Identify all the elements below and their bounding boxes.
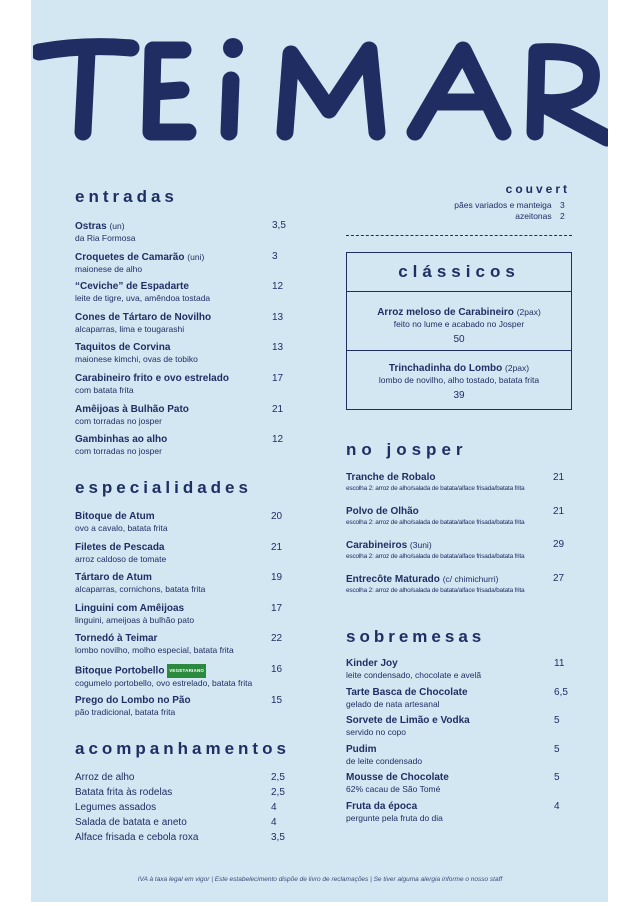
item-name-line	[75, 695, 290, 707]
menu-item	[75, 542, 290, 573]
item-name: Entrecôte Maturado	[346, 573, 440, 585]
item-name-line	[346, 472, 586, 484]
menu-item	[346, 539, 586, 573]
item-name-line	[346, 687, 571, 699]
item-desc: ovo a cavalo, batata frita	[75, 523, 168, 533]
item-price: 21	[553, 472, 565, 483]
couvert-list	[420, 200, 570, 222]
item-desc: leite de tigre, uva, amêndoa tostada	[75, 293, 211, 304]
item-desc: maionese kimchi, ovas de tobiko	[75, 354, 198, 365]
item-unit: (3uni)	[409, 540, 432, 550]
item-name: Amêijoas à Bulhão Pato	[75, 403, 189, 415]
item-name-line	[75, 404, 290, 416]
item-name-line	[75, 373, 290, 385]
menu-item	[346, 573, 586, 607]
side-price: 4	[271, 802, 277, 813]
side-price: 2,5	[271, 787, 285, 798]
side-item	[75, 800, 290, 815]
josper-list	[346, 472, 586, 606]
side-price: 2,5	[271, 772, 285, 783]
item-desc: 62% cacau de São Tomé	[346, 784, 441, 795]
sobremesas-section	[346, 627, 571, 830]
classicos-item	[347, 351, 571, 401]
item-name: Carabineiro frito e ovo estrelado	[75, 372, 229, 384]
item-price: 21	[553, 505, 565, 517]
item-unit: (2pax)	[505, 363, 530, 373]
menu-item	[346, 801, 571, 830]
side-name: Legumes assados	[75, 802, 157, 813]
item-price: 27	[553, 572, 565, 584]
sobremesas-title: sobremesas	[346, 627, 486, 646]
item-name-line	[75, 342, 290, 354]
side-name: Salada de batata e aneto	[75, 817, 187, 828]
menu-item	[75, 312, 290, 343]
item-desc: com batata frita	[75, 384, 134, 395]
item-price: 16	[271, 663, 283, 675]
item-name-line	[346, 539, 586, 552]
item-name-line	[75, 572, 290, 584]
item-desc: linguini, ameijoas à bulhão pato	[75, 614, 195, 625]
menu-item	[75, 695, 290, 726]
item-name-line	[346, 573, 586, 586]
footer-note: IVA à taxa legal em vigor | Este estabelecimento dispõe de livro de reclamações | Se tiver alguma alergia informe o nosso staff	[137, 876, 503, 883]
item-name: Bitoque de Atum	[75, 511, 155, 522]
item-name: Filetes de Pescada	[75, 541, 165, 553]
couvert-price: 3	[560, 200, 565, 210]
item-price: 20	[271, 511, 283, 522]
item-desc: com torradas no josper	[75, 446, 162, 457]
item-name: “Ceviche” de Espadarte	[75, 281, 189, 293]
couvert-price: 2	[560, 211, 565, 221]
classicos-item	[347, 292, 571, 351]
classicos-title: clássicos	[398, 262, 520, 281]
item-price: 29	[553, 539, 565, 550]
menu-item	[346, 658, 571, 687]
item-desc: escolha 2: arroz de alho/salada de batata/alface frisada/batata frita	[346, 586, 525, 594]
item-name: Carabineiros	[346, 540, 408, 551]
teimar-logo	[33, 14, 608, 149]
item-price: 21	[272, 403, 284, 415]
item-desc: cogumelo portobello, ovo estrelado, batata frita	[75, 677, 253, 688]
item-name: Taquitos de Corvina	[75, 342, 171, 354]
item-desc: da Ria Formosa	[75, 233, 136, 243]
classicos-header	[347, 253, 571, 292]
item-price: 5	[554, 743, 560, 755]
item-price: 15	[271, 694, 283, 706]
item-name-line	[75, 434, 290, 446]
item-price: 17	[272, 372, 284, 384]
item-name: Mousse de Chocolate	[346, 772, 449, 784]
item-name: Tornedó à Teimar	[75, 633, 158, 645]
item-name-line	[346, 772, 571, 784]
item-name-line	[346, 715, 571, 727]
menu-item	[75, 603, 290, 634]
item-desc: arroz caldoso de tomate	[75, 553, 167, 564]
item-desc: servido no copo	[346, 727, 407, 738]
item-desc: escolha 2: arroz de alho/salada de batata/alface frisada/batata frita	[346, 553, 525, 560]
classicos-box	[346, 252, 572, 410]
entradas-list	[75, 220, 290, 465]
especialidades-title: especialidades	[75, 478, 252, 497]
item-desc: alcaparras, lima e tougarashi	[75, 323, 185, 334]
item-name: Sorvete de Limão e Vodka	[346, 715, 470, 727]
sobremesas-list	[346, 658, 571, 830]
item-name: Cones de Tártaro de Novilho	[75, 311, 212, 323]
item-name-line	[75, 603, 290, 615]
acompanhamentos-list	[75, 770, 290, 845]
item-desc: maionese de alho	[75, 263, 143, 274]
menu-item	[75, 434, 290, 465]
menu-item	[75, 633, 290, 664]
menu-item	[346, 744, 571, 773]
item-name-line	[75, 542, 290, 554]
couvert-title: couvert	[505, 182, 570, 196]
side-item	[75, 815, 290, 830]
item-name-line	[75, 511, 290, 523]
menu-item	[75, 281, 290, 312]
item-name-line	[346, 801, 571, 813]
item-price: 22	[271, 633, 283, 645]
couvert-name: pães variados e manteiga	[454, 200, 552, 210]
menu-item	[75, 373, 290, 404]
menu-item	[75, 511, 290, 542]
menu-item	[75, 251, 290, 282]
item-desc: escolha 2: arroz de alho/salada de batata/alface frisada/batata frita	[346, 485, 525, 492]
menu-item	[346, 687, 571, 716]
especialidades-section	[75, 478, 290, 725]
item-price: 13	[272, 311, 284, 323]
side-price: 4	[271, 817, 277, 828]
josper-title: no josper	[346, 440, 468, 459]
vegetarian-badge: VEGETARIANO	[167, 664, 206, 678]
item-price: 4	[554, 800, 560, 812]
item-price: 3	[272, 250, 278, 262]
side-name: Arroz de alho	[75, 772, 135, 783]
item-unit: (uni)	[187, 251, 205, 262]
item-name: Bitoque Portobello	[75, 665, 165, 677]
item-name: Gambinhas ao alho	[75, 434, 168, 446]
item-price: 3,5	[272, 220, 286, 231]
item-unit: (un)	[109, 221, 125, 231]
item-price: 6,5	[554, 686, 568, 698]
especialidades-list	[75, 511, 290, 725]
menu-item	[346, 506, 586, 540]
item-name: Tranche de Robalo	[346, 472, 436, 483]
item-name: Trinchadinha do Lombo	[388, 363, 503, 374]
item-name: Croquetes de Camarão	[75, 251, 185, 263]
item-name: Kinder Joy	[346, 658, 398, 669]
item-name-line	[75, 664, 290, 678]
item-desc: pão tradicional, batata frita	[75, 706, 176, 717]
dashed-divider	[346, 235, 572, 236]
menu-item	[75, 404, 290, 435]
item-name: Fruta da época	[346, 800, 418, 812]
item-price: 19	[271, 572, 283, 584]
couvert-item	[420, 211, 570, 222]
menu-item	[346, 715, 571, 744]
item-name-line	[346, 744, 571, 756]
item-name: Polvo de Olhão	[346, 505, 419, 517]
item-name-line	[75, 251, 290, 264]
couvert-section	[420, 182, 570, 222]
item-desc: escolha 2: arroz de alho/salada de batata/alface frisada/batata frita	[346, 518, 525, 526]
item-name-line	[75, 281, 290, 293]
acompanhamentos-section	[75, 739, 290, 845]
menu-item	[75, 572, 290, 603]
item-name: Ostras	[75, 221, 107, 232]
item-price: 50	[453, 334, 465, 345]
menu-item	[346, 472, 586, 506]
item-name: Tarte Basca de Chocolate	[346, 686, 468, 698]
item-name: Tártaro de Atum	[75, 572, 152, 584]
item-name-line	[75, 312, 290, 324]
item-name-line	[346, 658, 571, 670]
item-price: 5	[554, 715, 560, 727]
side-item	[75, 785, 290, 800]
item-desc: lombo de novilho, alho tostado, batata frita	[378, 375, 540, 385]
menu-item	[75, 220, 290, 251]
item-price: 13	[272, 342, 284, 354]
item-name-line	[75, 220, 290, 233]
item-name: Arroz meloso de Carabineiro	[377, 307, 514, 318]
side-name: Alface frisada e cebola roxa	[75, 832, 199, 843]
item-desc: de leite condensado	[346, 755, 423, 766]
item-price: 17	[271, 602, 283, 614]
item-desc: feito no lume e acabado no Josper	[393, 319, 525, 329]
item-name-line	[75, 633, 290, 645]
item-name: Pudim	[346, 743, 377, 755]
item-name-line	[346, 506, 586, 518]
item-price: 5	[554, 772, 560, 784]
item-desc: pergunte pela fruta do dia	[346, 812, 443, 823]
couvert-name: azeitonas	[515, 211, 552, 221]
item-desc: leite condensado, chocolate e avelã	[346, 670, 482, 680]
entradas-title: entradas	[75, 187, 178, 206]
item-price: 12	[272, 434, 284, 446]
side-item	[75, 830, 290, 845]
item-desc: alcaparras, cornichons, batata frita	[75, 584, 206, 595]
item-unit: (2pax)	[516, 307, 541, 317]
item-desc: lombo novilho, molho especial, batata frita	[75, 645, 234, 656]
item-desc: com torradas no josper	[75, 415, 162, 426]
josper-section	[346, 440, 586, 606]
side-item	[75, 770, 290, 785]
side-price: 3,5	[271, 832, 285, 843]
item-price: 21	[271, 541, 283, 553]
acompanhamentos-title: acompanhamentos	[75, 739, 290, 758]
item-name: Linguini com Amêijoas	[75, 602, 185, 614]
item-desc: gelado de nata artesanal	[346, 698, 440, 709]
menu-item	[75, 664, 290, 695]
item-price: 11	[554, 658, 565, 669]
menu-item	[346, 772, 571, 801]
menu-item	[75, 342, 290, 373]
item-name: Prego do Lombo no Pão	[75, 694, 191, 706]
item-unit: (c/ chimichurri)	[442, 573, 499, 584]
couvert-item	[420, 200, 570, 211]
item-price: 39	[453, 390, 465, 401]
item-price: 12	[272, 281, 284, 293]
side-name: Batata frita às rodelas	[75, 787, 173, 798]
entradas-section	[75, 187, 290, 465]
